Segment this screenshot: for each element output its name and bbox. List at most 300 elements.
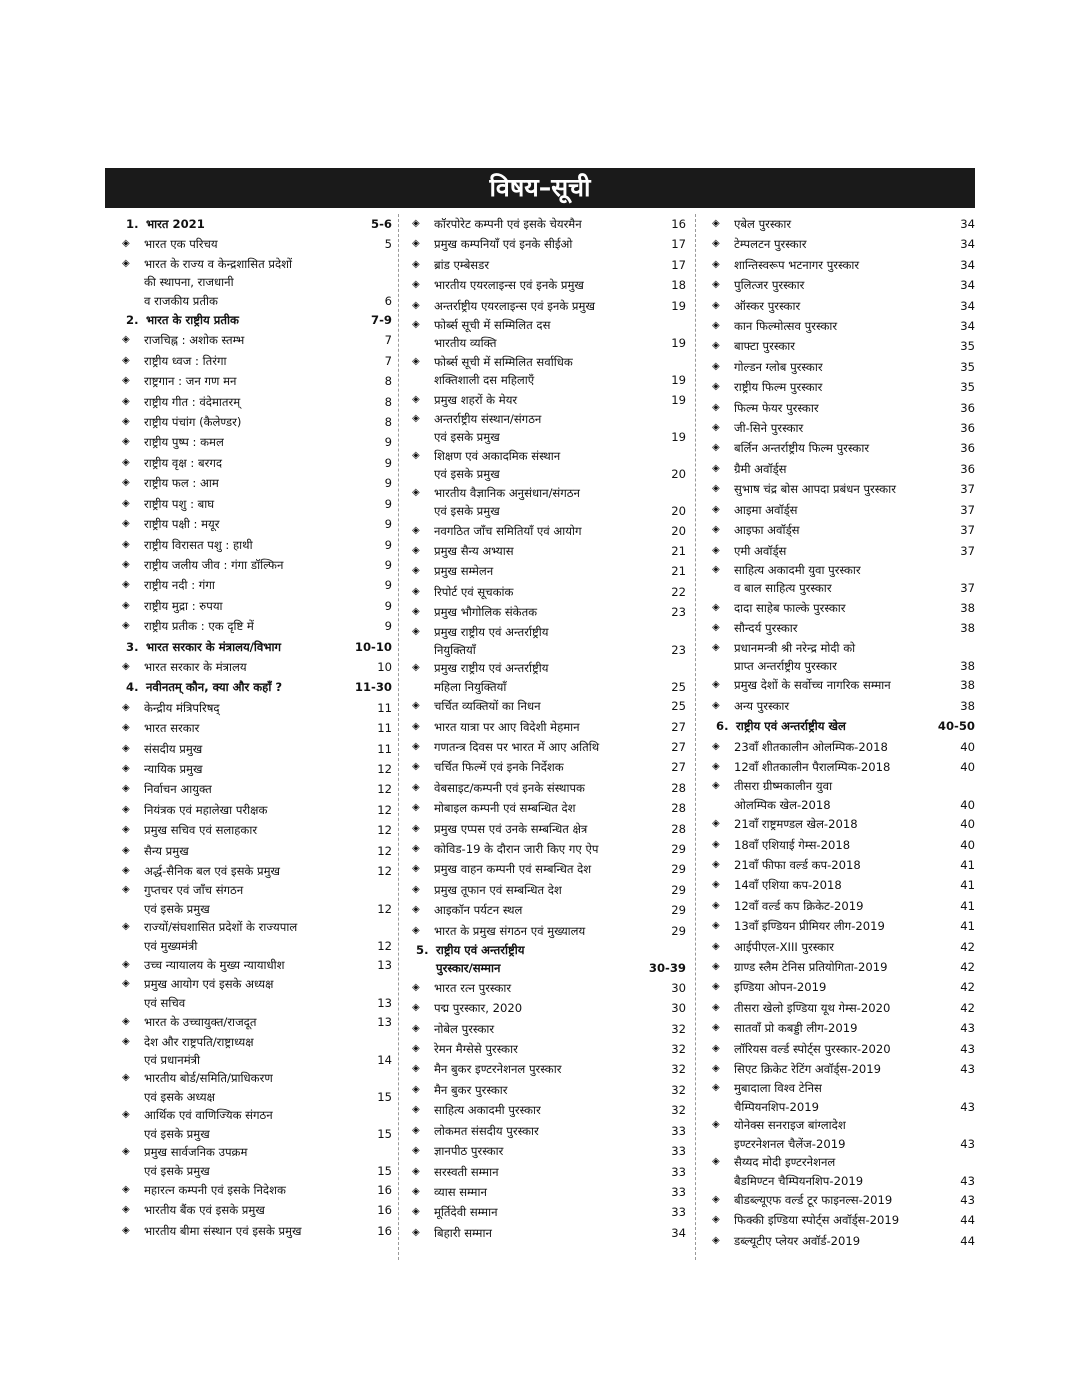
toc-entry-text: लोकमत संसदीय पुरस्कार (434, 1123, 539, 1138)
toc-entry (120, 473, 392, 493)
diamond-bullet-icon: ◈ (712, 483, 720, 495)
toc-entry (710, 875, 975, 895)
toc-entry-text: सिएट क्रिकेट रेटिंग अवॉर्ड्स-2019 (734, 1062, 881, 1077)
toc-entry-text: एवं इसके प्रमुख (144, 1126, 210, 1141)
toc-entry-text: प्रमुख सैन्य अभ्यास (434, 543, 514, 558)
page-number: 14 (377, 1053, 392, 1068)
diamond-bullet-icon: ◈ (412, 1063, 420, 1075)
diamond-bullet-icon: ◈ (122, 884, 130, 896)
page-number: 33 (671, 1184, 686, 1199)
toc-entry-text: ऑस्कर पुरस्कार (734, 298, 801, 313)
page-number: 10 (377, 659, 392, 674)
toc-entry (410, 484, 686, 521)
toc-entry (120, 234, 392, 254)
diamond-bullet-icon: ◈ (712, 442, 720, 454)
toc-entry-text: इण्डिया ओपन-2019 (734, 980, 827, 995)
page-title: विषय–सूची (489, 173, 591, 202)
section-number: 2. (126, 313, 139, 328)
toc-entry-text: 12वाँ शीतकालीन पैरालम्पिक-2018 (734, 759, 891, 774)
toc-entry (410, 1121, 686, 1141)
page-number: 16 (377, 1182, 392, 1197)
toc-entry-text: चैम्पियनशिप-2019 (734, 1099, 819, 1114)
toc-entry-text: शिक्षण एवं अकादमिक संस्थान (434, 448, 561, 463)
page-number: 41 (960, 858, 975, 872)
toc-entry-text: जी-सिने पुरस्कार (734, 421, 804, 436)
toc-entry-text: 13वाँ इण्डियन प्रीमियर लीग-2019 (734, 919, 885, 934)
toc-entry-text: निर्वाचन आयुक्त (144, 782, 212, 797)
toc-entry-text: एवं इसके अध्यक्ष (144, 1089, 215, 1104)
section-number: 5. (416, 943, 429, 958)
toc-entry-text: दादा साहेब फाल्के पुरस्कार (734, 600, 846, 615)
toc-entry-text: एबेल पुरस्कार (734, 217, 792, 231)
toc-entry-text: राष्ट्रीय ध्वज : तिरंगा (144, 353, 227, 368)
page-number: 32 (671, 1082, 686, 1097)
diamond-bullet-icon: ◈ (412, 486, 420, 498)
toc-entry-text: टेम्पलटन पुरस्कार (734, 237, 807, 252)
toc-entry-text: भारतीय वैज्ञानिक अनुसंधान/संगठन (434, 485, 580, 500)
toc-entry (710, 737, 975, 757)
toc-entry-text: 14वाँ एशिया कप-2018 (734, 878, 842, 893)
toc-entry (710, 520, 975, 540)
toc-entry (710, 1210, 975, 1230)
toc-entry (120, 841, 392, 861)
toc-entry (410, 602, 686, 622)
page-number: 32 (671, 1103, 686, 1118)
diamond-bullet-icon: ◈ (712, 859, 720, 870)
diamond-bullet-icon: ◈ (712, 401, 720, 413)
page-number: 25 (671, 679, 686, 694)
toc-entry-text: भारत एक परिचय (144, 237, 218, 252)
toc-entry-text: प्रधानमन्त्री श्री नरेन्द्र मोदी को (734, 640, 856, 655)
toc-entry-text: अन्य पुरस्कार (734, 698, 790, 713)
toc-entry-text: राष्ट्रीय फल : आम (144, 476, 219, 491)
diamond-bullet-icon: ◈ (122, 921, 130, 933)
page-number: 42 (960, 980, 975, 995)
toc-entry (410, 1019, 686, 1039)
diamond-bullet-icon: ◈ (712, 641, 720, 653)
toc-entry-text: एवं इसके प्रमुख (144, 1163, 210, 1178)
diamond-bullet-icon: ◈ (122, 844, 130, 856)
page-number: 27 (671, 719, 686, 734)
page-number: 15 (377, 1126, 392, 1141)
toc-entry (410, 1223, 686, 1243)
toc-entry-text: योनेक्स सनराइज बांग्लादेश (734, 1118, 846, 1133)
toc-section (410, 941, 686, 978)
diamond-bullet-icon: ◈ (122, 959, 130, 971)
toc-entry-text: गणतन्त्र दिवस पर भारत में आए अतिथि (434, 739, 600, 754)
page-number: 40 (960, 739, 975, 754)
page-number: 11 (377, 700, 392, 715)
diamond-bullet-icon: ◈ (122, 762, 130, 774)
toc-entry-text: राष्ट्रीय पशु : बाघ (144, 496, 215, 511)
toc-entry-text: भारत सरकार के मंत्रालय (144, 659, 247, 674)
page-number: 40 (960, 797, 975, 812)
page-number: 38 (960, 621, 975, 636)
toc-entry (120, 392, 392, 412)
page-number: 12 (377, 802, 392, 817)
diamond-bullet-icon: ◈ (712, 320, 720, 332)
toc-entry (710, 316, 975, 336)
diamond-bullet-icon: ◈ (122, 238, 130, 250)
page-number: 43 (960, 1041, 975, 1056)
toc-entry (410, 447, 686, 484)
toc-entry-text: प्रमुख राष्ट्रीय एवं अन्तर्राष्ट्रीय (434, 624, 549, 639)
diamond-bullet-icon: ◈ (412, 625, 420, 637)
toc-entry (410, 1182, 686, 1202)
page-number: 11-30 (354, 680, 392, 695)
toc-entry (410, 757, 686, 777)
page-number: 21 (671, 564, 686, 579)
diamond-bullet-icon: ◈ (712, 1156, 720, 1168)
toc-entry (710, 500, 975, 520)
page-number: 13 (377, 958, 392, 973)
diamond-bullet-icon: ◈ (122, 1072, 130, 1084)
page-number: 40-50 (937, 719, 975, 734)
diamond-bullet-icon: ◈ (412, 565, 420, 577)
page-number: 38 (960, 698, 975, 713)
diamond-bullet-icon: ◈ (712, 299, 720, 311)
toc-entry-text: पद्म पुरस्कार, 2020 (434, 1001, 523, 1016)
toc-entry (120, 975, 392, 1012)
toc-entry-text: सैय्यद मोदी इण्टरनेशनल (734, 1155, 836, 1170)
diamond-bullet-icon: ◈ (712, 360, 720, 372)
toc-entry-text: प्रमुख राष्ट्रीय एवं अन्तर्राष्ट्रीय (434, 661, 549, 676)
diamond-bullet-icon: ◈ (412, 822, 420, 834)
column-divider (695, 214, 696, 1260)
toc-entry (120, 514, 392, 534)
toc-entry-text: मूर्तिदेवी सम्मान (434, 1205, 498, 1220)
toc-entry-text: सरस्वती सम्मान (434, 1164, 499, 1179)
page-number: 7 (384, 353, 392, 368)
toc-entry-text: सुभाष चंद्र बोस आपदा प्रबंधन पुरस्कार (734, 482, 896, 497)
diamond-bullet-icon: ◈ (712, 381, 720, 393)
diamond-bullet-icon: ◈ (712, 524, 720, 536)
diamond-bullet-icon: ◈ (712, 462, 720, 474)
toc-entry-text: फिक्की इण्डिया स्पोर्ट्स अवॉर्ड्स-2019 (734, 1213, 900, 1228)
toc-entry (410, 410, 686, 447)
toc-entry (120, 698, 392, 718)
toc-entry (410, 717, 686, 737)
page-number: 12 (377, 782, 392, 797)
page-number: 19 (671, 430, 686, 445)
page-number: 6 (384, 293, 392, 308)
page-number: 41 (960, 898, 975, 913)
page-number: 7-9 (371, 313, 392, 328)
diamond-bullet-icon: ◈ (412, 1206, 420, 1218)
toc-entry-text: राष्ट्रीय फिल्म पुरस्कार (734, 380, 823, 395)
toc-section (120, 310, 392, 330)
diamond-bullet-icon: ◈ (712, 740, 720, 752)
diamond-bullet-icon: ◈ (712, 679, 720, 691)
page-number: 9 (384, 557, 392, 572)
toc-entry-text: देश और राष्ट्रपति/राष्ट्राध्यक्ष (144, 1034, 254, 1049)
page-number: 28 (671, 801, 686, 816)
diamond-bullet-icon: ◈ (712, 422, 720, 434)
page-number: 8 (384, 415, 392, 430)
toc-entry-text: भारतीय बोर्ड/समिति/प्राधिकरण (144, 1071, 273, 1086)
toc-entry-text: रेमन मैग्सेसे पुरस्कार (434, 1042, 518, 1057)
page-number: 9 (384, 476, 392, 491)
diamond-bullet-icon: ◈ (712, 818, 720, 830)
page-number: 38 (960, 658, 975, 673)
toc-entry (120, 351, 392, 371)
toc-entry (410, 275, 686, 295)
toc-entry (120, 820, 392, 840)
toc-entry-text: फोर्ब्स सूची में सम्मिलित सर्वाधिक (434, 354, 573, 369)
page-number: 19 (671, 298, 686, 313)
toc-section (120, 677, 392, 697)
page-number: 23 (671, 642, 686, 657)
toc-entry (410, 521, 686, 541)
toc-entry-text: अन्तर्राष्ट्रीय एयरलाइन्स एवं इनके प्रमुख (434, 298, 595, 313)
page-number: 33 (671, 1205, 686, 1220)
page-number: 44 (960, 1233, 975, 1248)
toc-entry (710, 639, 975, 676)
toc-entry (410, 1080, 686, 1100)
toc-entry-text: ब्रांड एम्बेसडर (434, 257, 490, 272)
diamond-bullet-icon: ◈ (412, 1104, 420, 1116)
toc-entry (120, 535, 392, 555)
page-number: 13 (377, 995, 392, 1010)
toc-entry (710, 1231, 975, 1251)
page-number: 12 (377, 823, 392, 838)
diamond-bullet-icon: ◈ (122, 599, 130, 611)
page-number: 25 (671, 699, 686, 714)
diamond-bullet-icon: ◈ (122, 803, 130, 815)
page-number: 5-6 (371, 217, 392, 231)
toc-entry-text: अर्द्ध-सैनिक बल एवं इसके प्रमुख (144, 864, 281, 878)
toc-entry-text: भारत के उच्चायुक्त/राजदूत (144, 1015, 257, 1030)
toc-entry-text: भारत यात्रा पर आए विदेशी मेहमान (434, 719, 580, 734)
toc-entry-text: चर्चित फिल्में एवं इनके निर्देशक (434, 760, 564, 775)
toc-entry-text: व राजकीय प्रतीक (144, 293, 218, 308)
toc-entry-text: राष्ट्रीय पंचांग (कैलेण्डर) (144, 415, 242, 430)
toc-entry-text: गोल्डन ग्लोब पुरस्कार (734, 359, 823, 374)
toc-entry (120, 575, 392, 595)
diamond-bullet-icon: ◈ (712, 279, 720, 291)
toc-entry-text: राष्ट्रीय एवं अन्तर्राष्ट्रीय (436, 943, 525, 958)
toc-entry (710, 255, 975, 275)
page-number: 5 (384, 237, 392, 252)
diamond-bullet-icon: ◈ (122, 865, 130, 876)
toc-entry (710, 398, 975, 418)
toc-entry (410, 1100, 686, 1120)
page-number: 36 (960, 421, 975, 436)
toc-entry (410, 778, 686, 798)
toc-entry (410, 582, 686, 602)
diamond-bullet-icon: ◈ (712, 544, 720, 556)
page-number: 42 (960, 939, 975, 954)
toc-entry (710, 998, 975, 1018)
page-number: 9 (384, 455, 392, 470)
section-number: 6. (716, 719, 729, 734)
toc-entry (710, 541, 975, 561)
toc-entry (120, 861, 392, 881)
toc-entry-text: एवं इसके प्रमुख (144, 901, 210, 916)
diamond-bullet-icon: ◈ (122, 416, 130, 428)
toc-entry (710, 479, 975, 499)
toc-column-1 (120, 214, 392, 1241)
diamond-bullet-icon: ◈ (412, 761, 420, 773)
toc-entry (120, 412, 392, 432)
diamond-bullet-icon: ◈ (412, 1043, 420, 1055)
diamond-bullet-icon: ◈ (412, 393, 420, 405)
toc-entry-text: एवं इसके प्रमुख (434, 504, 500, 519)
diamond-bullet-icon: ◈ (122, 456, 130, 468)
toc-entry-text: 18वाँ एशियाई गेम्स-2018 (734, 837, 851, 852)
toc-entry-text: प्रमुख कम्पनियाँ एवं इनके सीईओ (434, 237, 573, 252)
toc-entry-text: आर्थिक एवं वाणिज्यिक संगठन (144, 1108, 273, 1123)
toc-entry (410, 561, 686, 581)
page-number: 32 (671, 1021, 686, 1036)
toc-entry (120, 1143, 392, 1180)
toc-entry-text: राष्ट्रीय मुद्रा : रुपया (144, 598, 223, 613)
toc-entry-text: संसदीय प्रमुख (144, 741, 203, 756)
diamond-bullet-icon: ◈ (122, 620, 130, 632)
toc-entry (120, 255, 392, 310)
page-number: 20 (671, 467, 686, 482)
toc-entry-text: प्रमुख शहरों के मेयर (434, 392, 518, 407)
page-number: 29 (671, 903, 686, 918)
toc-entry-text: भारत रत्न पुरस्कार (434, 980, 512, 995)
toc-entry-text: राज्यों/संघशासित प्रदेशों के राज्यपाल (144, 920, 298, 935)
page-number: 34 (960, 278, 975, 293)
diamond-bullet-icon: ◈ (712, 218, 720, 229)
toc-entry (710, 598, 975, 618)
page-number: 34 (960, 237, 975, 252)
toc-entry (710, 296, 975, 316)
toc-entry (410, 1162, 686, 1182)
toc-entry-text: 12वाँ वर्ल्ड कप क्रिकेट-2019 (734, 898, 864, 913)
diamond-bullet-icon: ◈ (412, 662, 420, 674)
toc-entry-text: भारत के प्रमुख संगठन एवं मुख्यालय (434, 923, 586, 938)
diamond-bullet-icon: ◈ (712, 622, 720, 634)
toc-entry-text: गुप्तचर एवं जाँच संगठन (144, 883, 244, 898)
toc-entry-text: भारत के राष्ट्रीय प्रतीक (146, 313, 239, 328)
toc-entry-text: भारत के राज्य व केन्द्रशासित प्रदेशों (144, 256, 292, 271)
toc-entry-text: व बाल साहित्य पुरस्कार (734, 581, 832, 596)
page-number: 12 (377, 938, 392, 953)
toc-entry (710, 1116, 975, 1153)
toc-entry (710, 814, 975, 834)
page-number: 8 (384, 374, 392, 389)
page-number: 43 (960, 1099, 975, 1114)
page-number: 29 (671, 842, 686, 856)
toc-entry (120, 739, 392, 759)
toc-entry (410, 390, 686, 410)
diamond-bullet-icon: ◈ (712, 503, 720, 515)
diamond-bullet-icon: ◈ (712, 920, 720, 932)
toc-entry-text: महिला नियुक्तियाँ (434, 679, 507, 694)
diamond-bullet-icon: ◈ (122, 783, 130, 795)
diamond-bullet-icon: ◈ (412, 355, 420, 367)
page-number: 41 (960, 878, 975, 893)
page-number: 42 (960, 960, 975, 975)
toc-entry (410, 819, 686, 839)
toc-entry-text: राष्ट्रीय विरासत पशु : हाथी (144, 537, 253, 552)
toc-entry-text: 21वाँ फीफा वर्ल्ड कप-2018 (734, 858, 861, 872)
toc-entry-text: प्रमुख देशों के सर्वोच्च नागरिक सम्मान (734, 678, 891, 693)
toc-entry (710, 1059, 975, 1079)
toc-entry-text: प्रमुख भौगोलिक संकेतक (434, 605, 538, 620)
toc-entry (410, 998, 686, 1018)
diamond-bullet-icon: ◈ (412, 883, 420, 895)
toc-entry-text: सातवाँ प्रो कबड्डी लीग-2019 (734, 1021, 858, 1036)
diamond-bullet-icon: ◈ (412, 700, 420, 712)
toc-entry-text: राष्ट्रगान : जन गण मन (144, 374, 237, 389)
page-number: 44 (960, 1213, 975, 1228)
toc-entry-text: प्रमुख तूफान एवं सम्बन्धित देश (434, 882, 562, 897)
diamond-bullet-icon: ◈ (122, 538, 130, 550)
diamond-bullet-icon: ◈ (412, 1124, 420, 1136)
page-number: 21 (671, 543, 686, 558)
toc-entry-text: 23वाँ शीतकालीन ओलम्पिक-2018 (734, 739, 888, 754)
page-number: 8 (384, 394, 392, 409)
toc-entry (120, 1180, 392, 1200)
diamond-bullet-icon: ◈ (122, 334, 130, 346)
toc-entry (410, 798, 686, 818)
toc-entry-text: आइमा अवॉर्ड्स (734, 502, 798, 517)
page-number: 12 (377, 901, 392, 916)
toc-entry (120, 779, 392, 799)
toc-entry-text: मुबादाला विश्व टेनिस (734, 1081, 822, 1096)
page-number: 34 (960, 319, 975, 334)
diamond-bullet-icon: ◈ (712, 1119, 720, 1131)
page-number: 15 (377, 1163, 392, 1178)
toc-entry (410, 541, 686, 561)
diamond-bullet-icon: ◈ (412, 720, 420, 732)
page-number: 13 (377, 1015, 392, 1030)
page-number: 34 (671, 1225, 686, 1240)
toc-entry (710, 855, 975, 875)
toc-entry (710, 618, 975, 638)
page-number: 42 (960, 1000, 975, 1015)
toc-entry-text: प्रमुख वाहन कम्पनी एवं सम्बन्धित देश (434, 862, 592, 877)
toc-entry (410, 696, 686, 716)
toc-entry (710, 896, 975, 916)
page-number: 43 (960, 1062, 975, 1077)
diamond-bullet-icon: ◈ (122, 1204, 130, 1216)
toc-entry (710, 1018, 975, 1038)
page-number: 40 (960, 817, 975, 832)
page-number: 34 (960, 257, 975, 272)
diamond-bullet-icon: ◈ (122, 1224, 130, 1236)
diamond-bullet-icon: ◈ (412, 904, 420, 916)
page-number: 43 (960, 1136, 975, 1151)
toc-entry-text: एवं सचिव (144, 995, 186, 1010)
diamond-bullet-icon: ◈ (712, 961, 720, 973)
toc-entry-text: डब्ल्यूटीए प्लेयर अवॉर्ड-2019 (734, 1233, 861, 1248)
page-number: 9 (384, 435, 392, 450)
toc-entry-text: भारत सरकार (144, 721, 200, 736)
toc-entry (410, 1059, 686, 1079)
toc-entry-text: महारत्न कम्पनी एवं इसके निदेशक (144, 1182, 286, 1197)
toc-entry-text: एवं इसके प्रमुख (434, 430, 500, 445)
toc-entry-text: एमी अवॉर्ड्स (734, 543, 787, 558)
toc-entry-text: 21वाँ राष्ट्रमण्डल खेल-2018 (734, 817, 858, 832)
toc-entry (410, 659, 686, 696)
diamond-bullet-icon: ◈ (122, 497, 130, 509)
page-number: 43 (960, 1192, 975, 1207)
toc-entry-text: पुलित्जर पुरस्कार (734, 278, 805, 293)
page-number: 35 (960, 359, 975, 374)
toc-entry (410, 234, 686, 254)
page-number: 28 (671, 780, 686, 795)
diamond-bullet-icon: ◈ (712, 340, 720, 352)
toc-entry-text: भारत 2021 (146, 217, 205, 231)
toc-entry (120, 800, 392, 820)
toc-entry (710, 418, 975, 438)
